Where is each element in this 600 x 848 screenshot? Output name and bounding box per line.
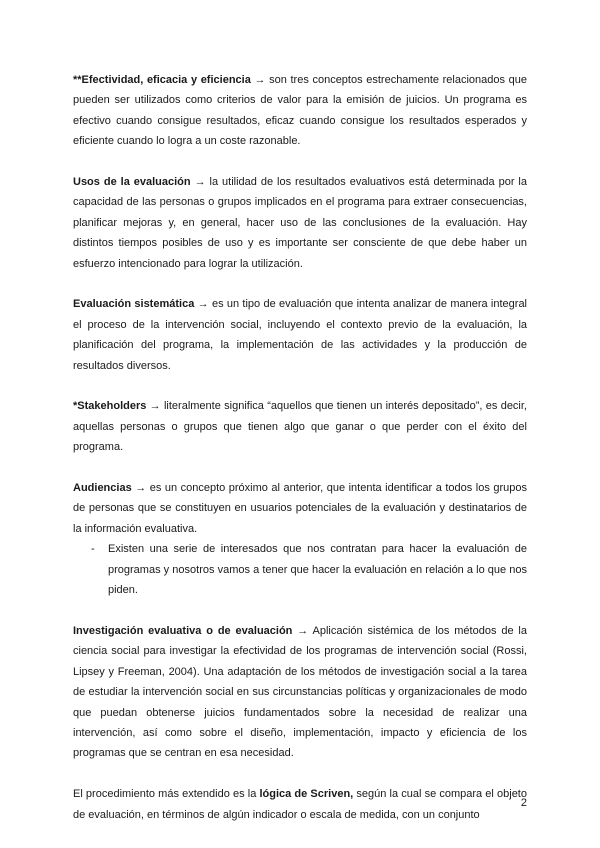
term-usos: Usos de la evaluación <box>73 176 191 189</box>
page-number: 2 <box>520 797 527 809</box>
paragraph-stakeholders <box>73 396 527 457</box>
term-evaluacion-sistematica: Evaluación sistemática <box>73 298 195 311</box>
list-item <box>73 539 527 600</box>
bullet-text: Existen una serie de interesados que nos contratan para hacer la evaluación de programas y nosotros vamos a tener que hacer la evaluación en relación a lo que nos piden. <box>108 543 527 597</box>
paragraph-logica-scriven <box>73 784 527 825</box>
term-audiencias: Audiencias <box>73 482 132 495</box>
term-efectividad: **Efectividad, eficacia y eficiencia <box>73 74 251 86</box>
bullet-marker: - <box>91 543 95 556</box>
paragraph-evaluacion-sistematica <box>73 294 527 376</box>
term-logica-scriven: lógica de Scriven, <box>259 788 354 801</box>
definition-efectividad: → son tres conceptos estrechamente relacionados que pueden ser utilizados como criterios de valor para la emisión de juicios. Un programa es efectivo cuando consigue resultados, eficaz cuando consigue los resultados esperados y eficiente cuando lo logra a un coste razonable. <box>73 74 528 148</box>
definition-audiencias: → es un concepto próximo al anterior, que intenta identificar a todos los grupos de personas que se constituyen en usuarios potenciales de la evaluación y destinatarios de la información evaluativa. <box>73 482 527 535</box>
paragraph-investigacion-evaluativa <box>73 621 527 764</box>
definition-evaluacion-sistematica: → es un tipo de evaluación que intenta analizar de manera integral el proceso de la intervención social, incluyendo el contexto previo de la evaluación, la planificación del programa, la implementación de las actividades y la producción de resultados diversos. <box>73 298 528 372</box>
page-body <box>73 70 527 845</box>
paragraph-usos <box>73 172 527 274</box>
definition-investigacion-evaluativa: → Aplicación sistémica de los métodos de la ciencia social para investigar la efectividad de los programas de intervención social (Rossi, Lipsey y Freeman, 2004). Una adaptación de los métodos de investigación social a la tarea de estudiar la intervención social en sus circunstancias políticas y organizacionales de modo que puedan obtenerse juicios fundamentados sobre la necesidad de realizar una intervención, así como sobre el diseño, implementación, impacto y eficiencia de los programas que se centran en esa necesidad. <box>73 624 527 760</box>
term-stakeholders: *Stakeholders <box>73 400 147 413</box>
term-investigacion-evaluativa: Investigación evaluativa o de evaluación <box>73 624 293 637</box>
definition-stakeholders: → literalmente significa “aquellos que tienen un interés depositado”, es decir, aquellas personas o grupos que tienen algo que ganar o que perder con el éxito del programa. <box>73 400 527 454</box>
closing-text-after: según la cual se compara el objeto de evaluación, en términos de algún indicador o escala de medida, con un conjunto <box>73 788 527 821</box>
bullet-list <box>73 539 527 600</box>
paragraph-audiencias <box>73 478 527 539</box>
paragraph-efectividad <box>73 70 527 152</box>
closing-text-before: El procedimiento más extendido es la <box>73 788 260 801</box>
definition-usos: → la utilidad de los resultados evaluativos está determinada por la capacidad de las personas o grupos implicados en el programa para extraer consecuencias, planificar mejoras y, en general, hacer uso de las conclusiones de la evaluación. Hay distintos tiempos posibles de uso y es importante ser consciente de que debe haber un esfuerzo intencionado para lograr la utilización. <box>73 176 527 270</box>
